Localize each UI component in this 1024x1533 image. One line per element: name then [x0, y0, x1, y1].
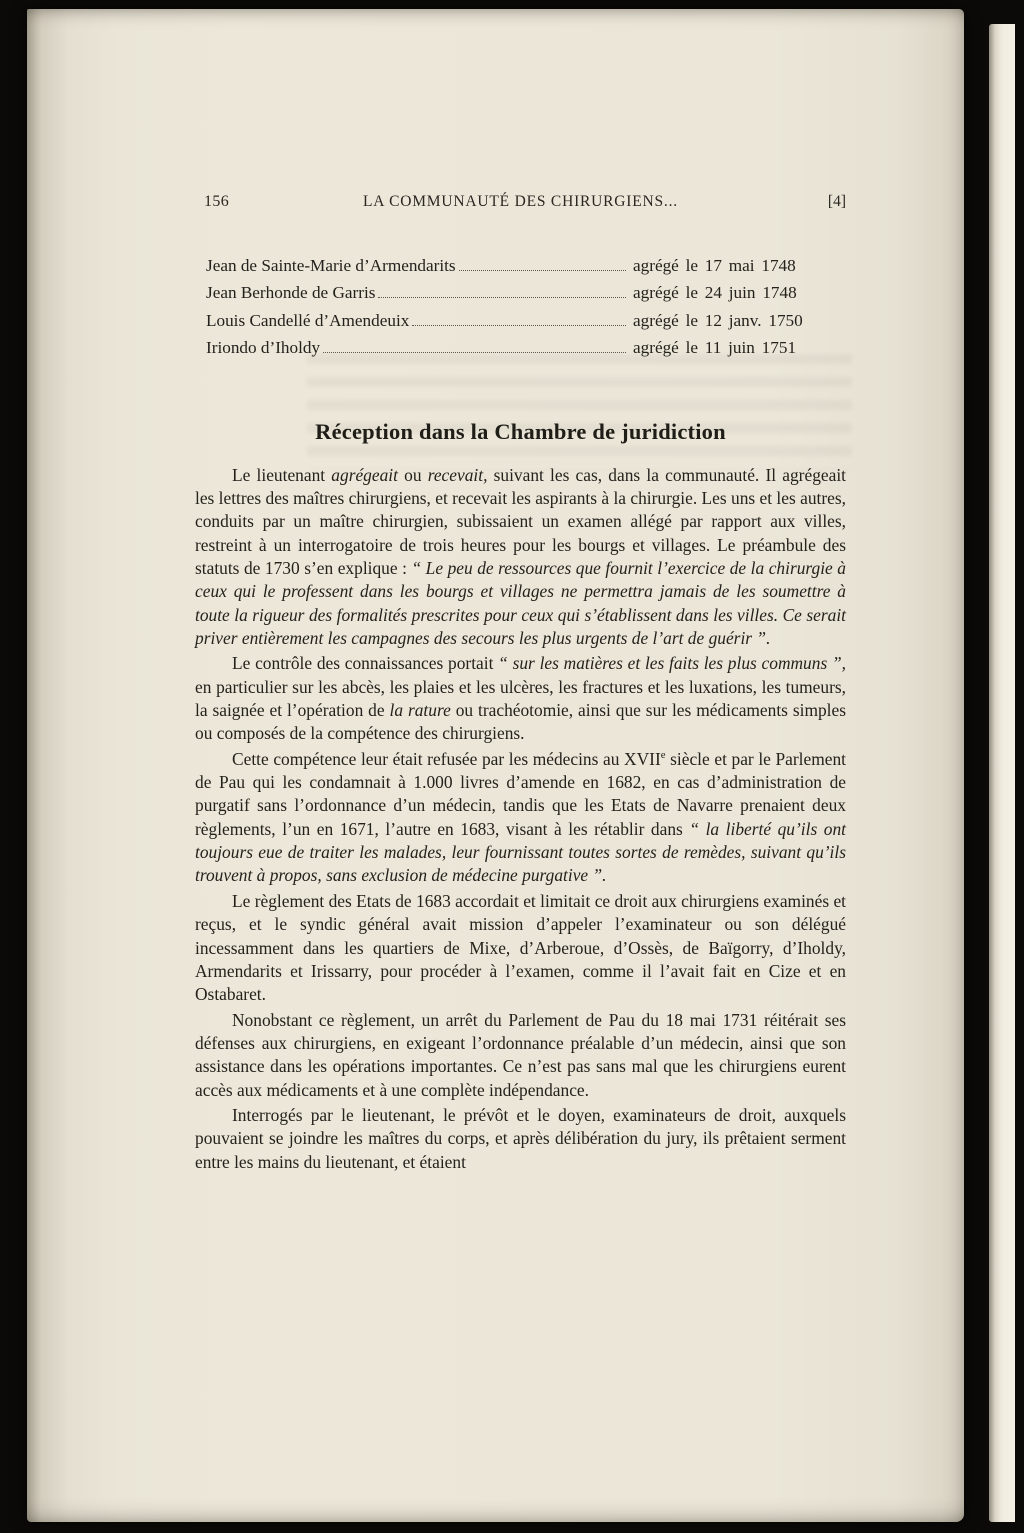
member-status: agrégé le 11 juin 1751	[633, 338, 797, 358]
page-number: 156	[204, 193, 230, 210]
dot-leader	[323, 352, 626, 353]
member-status: agrégé le 12 janv. 1750	[633, 310, 803, 330]
text-segment: Le contrôle des connaissances portait	[232, 653, 499, 674]
text-segment: Interrogés par le lieutenant, le prévôt et le doyen, examinateurs de droit, auxquels pouvaient se joindre les maîtres du corps, et après délibération du jury, ils prêtaient serment entre les mains du lieutenant, et étaient	[195, 1104, 846, 1172]
admission-row	[206, 334, 846, 361]
page-header	[195, 193, 846, 211]
text-segment: e	[660, 748, 666, 761]
admission-row	[206, 307, 846, 334]
paragraph	[195, 652, 846, 745]
paragraph	[195, 464, 846, 651]
text-segment: siècle et par le Parlement de Pau qui les condamnait à 1.000 livres d’amende en 1682, en cas d’administration de purgatif sans l’ordonnance d’un médecin, tandis que les Etats de Navarre prenaient deux règlements, l’un en 1671, l’autre en 1683, visant à les rétablir dans	[195, 748, 846, 839]
body-text	[195, 464, 846, 1174]
dot-leader	[378, 297, 626, 298]
dot-leader	[459, 270, 626, 271]
text-segment: Le lieutenant	[232, 464, 332, 485]
member-status: agrégé le 24 juin 1748	[633, 283, 797, 303]
member-name: Iriondo d’Iholdy	[206, 338, 321, 358]
text-segment: Cette compétence leur était refusée par les médecins au XVII	[232, 748, 661, 769]
text-segment: Nonobstant ce règlement, un arrêt du Parlement de Pau du 18 mai 1731 réitérait ses défenses aux chirurgiens, en exigeant l’ordonnance préalable d’un médecin, ainsi que son assistance dans les opérations importantes. Ce n’est pas sans mal que les chirurgiens eurent accès aux médicaments et à une complète indépendance.	[195, 1009, 846, 1100]
italic-text-segment: “ la liberté qu’ils ont toujours eue de traiter les malades, leur fournissant toutes sortes de remèdes, suivant qu’ils trouvent à propos, sans exclusion de médecine purgative ”.	[195, 818, 846, 886]
book-page	[27, 9, 964, 1522]
italic-text-segment: agrégeait	[331, 464, 398, 485]
text-segment: ou trachéotomie, ainsi que sur les médicaments simples ou composés de la compétence des chirurgiens.	[195, 700, 846, 744]
issue-mark: [4]	[827, 193, 846, 210]
italic-text-segment: “ Le peu de ressources que fournit l’exercice de la chirurgie à ceux qui le professent dans les bourgs et villages ne permettra jamais de les soumettre à toute la rigueur des formalités prescrites pour ceux qui s’établissent dans les villes. Ce serait priver entièrement les campagnes des secours les plus urgents de l’art de guérir ”.	[195, 558, 846, 649]
admissions-list	[195, 252, 846, 362]
page-content	[195, 9, 846, 1176]
section-heading: Réception dans la Chambre de juridiction	[315, 418, 726, 444]
running-title: LA COMMUNAUTÉ DES CHIRURGIENS...	[363, 193, 678, 210]
text-segment: en particulier sur les abcès, les plaies et les ulcères, les fractures et les luxations, les tumeurs, la saignée et l’opération de	[195, 676, 846, 721]
member-status: agrégé le 17 mai 1748	[633, 256, 796, 275]
text-segment: Le règlement des Etats de 1683 accordait et limitait ce droit aux chirurgiens examinés et reçus, et le syndic général avait mission d’appeler l’examinateur ou son délégué incessamment dans les quartiers de Mixe, d’Arberoue, d’Ossès, de Baïgorry, d’Iholdy, Armendarits et Irissarry, pour procéder à l’examen, comme il l’avait fait en Cize et en Ostabaret.	[195, 890, 846, 1005]
text-segment: ou	[397, 464, 428, 485]
paragraph	[195, 1104, 846, 1174]
paragraph	[195, 1009, 846, 1102]
italic-text-segment: la rature	[389, 700, 451, 721]
member-name: Jean Berhonde de Garris	[206, 283, 376, 303]
text-segment: suivant les cas, dans la communauté. Il agrégeait les lettres des maîtres chirurgiens, et recevait les aspirants à la chirurgie. Les uns et les autres, conduits par un maître chirurgien, subissaient un examen allégé par rapport aux villes, restreint à un interrogatoire de trois heures pour les bourgs et villages. Le préambule des statuts de 1730 s’en explique :	[195, 464, 846, 578]
member-name: Jean de Sainte-Marie d’Armendarits	[206, 256, 456, 275]
admission-row	[206, 252, 846, 279]
dot-leader	[412, 325, 626, 326]
paragraph	[195, 890, 846, 1007]
italic-text-segment: “ sur les matières et les faits les plus communs ”,	[498, 653, 846, 674]
paragraph	[195, 748, 846, 888]
next-page-edge	[989, 24, 1015, 1522]
admission-row	[206, 279, 846, 306]
italic-text-segment: recevait,	[427, 464, 488, 485]
member-name: Louis Candellé d’Amendeuix	[206, 310, 410, 330]
